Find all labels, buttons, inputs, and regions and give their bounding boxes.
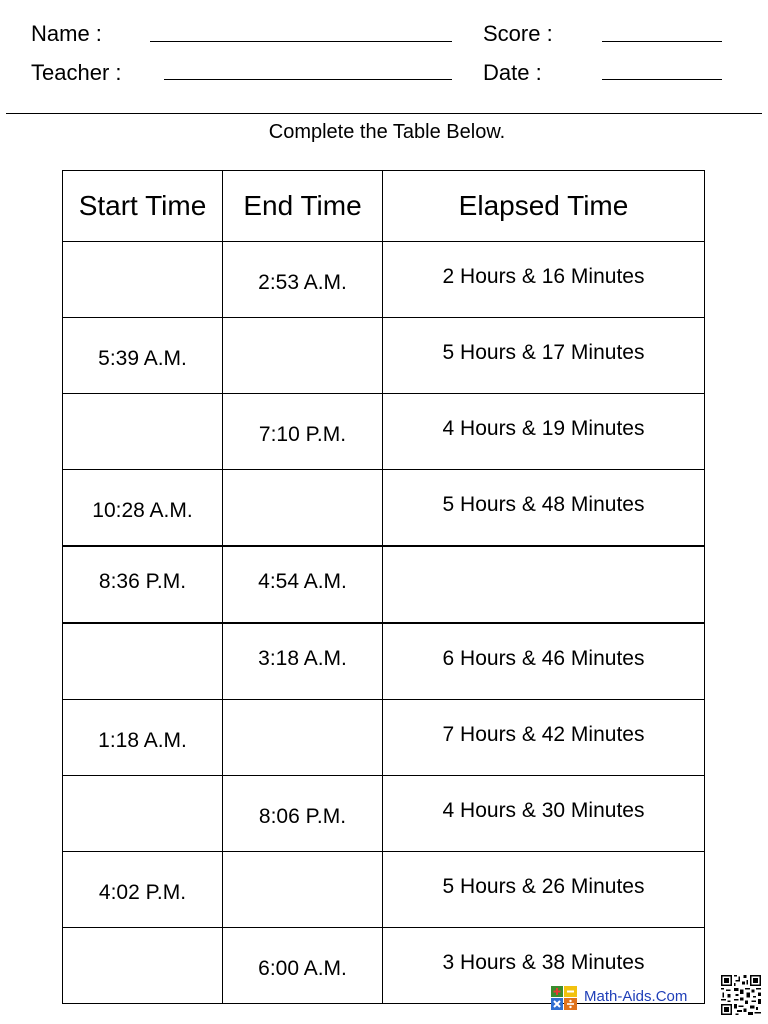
name-label: Name : [31, 21, 102, 46]
elapsed-cell[interactable]: 4 Hours & 19 Minutes [383, 394, 705, 470]
start-cell[interactable]: 4:02 P.M. [63, 852, 223, 928]
table-row [63, 852, 705, 928]
header-end-time: End Time [223, 171, 383, 242]
math-aids-link[interactable]: Math-Aids.Com [584, 988, 688, 1005]
start-cell[interactable]: 10:28 A.M. [63, 470, 223, 547]
table-row [63, 470, 705, 547]
elapsed-cell[interactable] [383, 546, 705, 623]
end-cell[interactable]: 2:53 A.M. [223, 242, 383, 318]
math-operations-icon [551, 986, 577, 1010]
date-label: Date : [483, 60, 542, 85]
header-elapsed-time: Elapsed Time [383, 171, 705, 242]
table-row [63, 546, 705, 623]
teacher-label: Teacher : [31, 60, 122, 85]
end-cell[interactable]: 3:18 A.M. [223, 623, 383, 700]
name-field[interactable] [150, 41, 452, 42]
score-field[interactable] [602, 41, 722, 42]
header-start-time: Start Time [63, 171, 223, 242]
end-cell[interactable] [223, 318, 383, 394]
date-field[interactable] [602, 79, 722, 80]
start-cell[interactable] [63, 776, 223, 852]
start-cell[interactable] [63, 242, 223, 318]
end-cell[interactable]: 7:10 P.M. [223, 394, 383, 470]
table-header-row [63, 171, 705, 242]
elapsed-cell[interactable]: 2 Hours & 16 Minutes [383, 242, 705, 318]
table-row [63, 776, 705, 852]
header-divider [6, 113, 762, 114]
score-label: Score : [483, 21, 553, 46]
start-cell[interactable]: 5:39 A.M. [63, 318, 223, 394]
table-row [63, 318, 705, 394]
table-row [63, 242, 705, 318]
table-row [63, 394, 705, 470]
end-cell[interactable]: 6:00 A.M. [223, 928, 383, 1004]
instructions-text: Complete the Table Below. [268, 121, 506, 143]
start-cell[interactable]: 8:36 P.M. [63, 546, 223, 623]
qr-code-icon [721, 975, 761, 1015]
end-cell[interactable]: 4:54 A.M. [223, 546, 383, 623]
elapsed-time-table [62, 170, 705, 1004]
elapsed-cell[interactable]: 5 Hours & 48 Minutes [383, 470, 705, 547]
elapsed-cell[interactable]: 3 Hours & 38 Minutes [383, 928, 705, 1004]
end-cell[interactable] [223, 852, 383, 928]
table-row [63, 623, 705, 700]
elapsed-cell[interactable]: 4 Hours & 30 Minutes [383, 776, 705, 852]
elapsed-cell[interactable]: 5 Hours & 17 Minutes [383, 318, 705, 394]
elapsed-cell[interactable]: 7 Hours & 42 Minutes [383, 700, 705, 776]
elapsed-cell[interactable]: 5 Hours & 26 Minutes [383, 852, 705, 928]
end-cell[interactable] [223, 470, 383, 547]
end-cell[interactable]: 8:06 P.M. [223, 776, 383, 852]
start-cell[interactable]: 1:18 A.M. [63, 700, 223, 776]
end-cell[interactable] [223, 700, 383, 776]
teacher-field[interactable] [164, 79, 452, 80]
start-cell[interactable] [63, 623, 223, 700]
start-cell[interactable] [63, 394, 223, 470]
start-cell[interactable] [63, 928, 223, 1004]
elapsed-cell[interactable]: 6 Hours & 46 Minutes [383, 623, 705, 700]
table-row [63, 700, 705, 776]
